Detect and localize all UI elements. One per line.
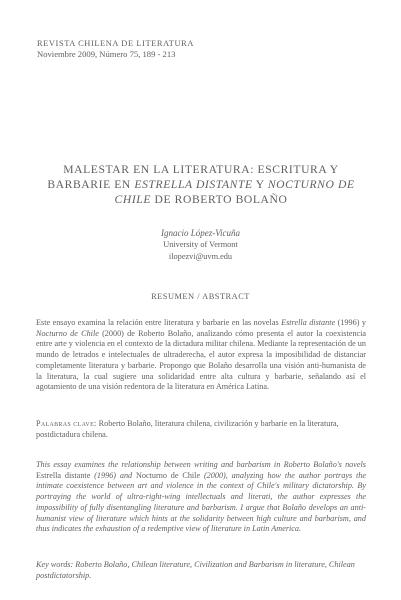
keywords-es-label: Palabras clave: xyxy=(36,419,97,428)
author-name: Ignacio López-Vicuña xyxy=(160,228,241,238)
keywords-english xyxy=(36,560,366,581)
abstract-en-work-nocturno: Nocturno de Chile xyxy=(136,470,201,480)
article-title xyxy=(30,162,372,207)
abstract-spanish xyxy=(36,318,366,393)
abstract-es-text: (1996) y xyxy=(335,318,366,327)
abstract-english xyxy=(36,460,366,535)
abstract-en-text: This essay examines the relationship between writing and barbarism in Roberto Bolaño's novels xyxy=(36,460,366,469)
section-heading: RESUMEN / ABSTRACT xyxy=(151,292,250,301)
keywords-en-text: Roberto Bolaño, Chilean literature, Civilization and Barbarism in literature, Chilean postdictatorship. xyxy=(36,560,355,580)
author-affiliation: University of Vermont xyxy=(163,240,238,249)
abstract-en-text: (1996) and xyxy=(90,470,136,480)
title-work-nocturno: NOCTURNO DE CHILE xyxy=(114,178,355,206)
title-text: MALESTAR EN LA LITERATURA: ESCRITURA Y BARBARIE EN xyxy=(47,163,339,191)
abstract-es-text: (2000) de Roberto Bolaño, analizando cómo presenta el autor la coexistencia entre arte y violencia en el contexto de la dictadura militar chilena. Mediante la representación de un mundo de letrados e intelectuales de ultraderecha, el autor expresa la imposibilidad de distanciar completamente literatura y barbarie. Propongo que Bolaño desarrolla una visión anti-humanista de la literatura, la cual sugiere una solidaridad entre alta cultura y barbarie, señalando así el agotamiento de una visión redentora de la literatura en América Latina. xyxy=(36,328,366,392)
journal-title: REVISTA CHILENA DE LITERATURA xyxy=(37,39,194,48)
keywords-spanish xyxy=(36,419,366,440)
keywords-en-label: Key words: xyxy=(36,560,74,569)
abstract-en-text: (2000), analyzing how the author portrays the intimate coexistence between art and violence in the context of Chile's military dictatorship. By portraying the world of ultra-right-wing intellectuals and literati, the author expresses the impossibility of fully disentangling literature and barbarism. I argue that Bolaño develops an anti-humanist view of literature which hints at the solidarity between high culture and barbarism, and thus indicates the exhaustion of a redemptive view of literature in Latin America. xyxy=(36,470,367,534)
abstract-en-work-estrella: Estrella distante xyxy=(36,470,91,480)
abstract-es-text: Este ensayo examina la relación entre literatura y barbarie en las novelas xyxy=(36,318,282,327)
journal-header xyxy=(37,38,367,60)
issue-info: Noviembre 2009, Número 75, 189 - 213 xyxy=(37,49,176,59)
keywords-es-text: Roberto Bolaño, literatura chilena, civilización y barbarie en la literatura, postdictadura chilena. xyxy=(36,419,339,439)
title-text-author: DE ROBERTO BOLAÑO xyxy=(151,193,288,206)
abstract-es-work-nocturno: Nocturno de Chile xyxy=(36,328,99,338)
author-email: ilopezvi@uvm.edu xyxy=(168,252,233,261)
title-work-estrella: ESTRELLA DISTANTE xyxy=(134,178,253,191)
abstract-es-work-estrella: Estrella distante xyxy=(281,318,336,327)
title-text-connector: Y xyxy=(252,178,268,191)
